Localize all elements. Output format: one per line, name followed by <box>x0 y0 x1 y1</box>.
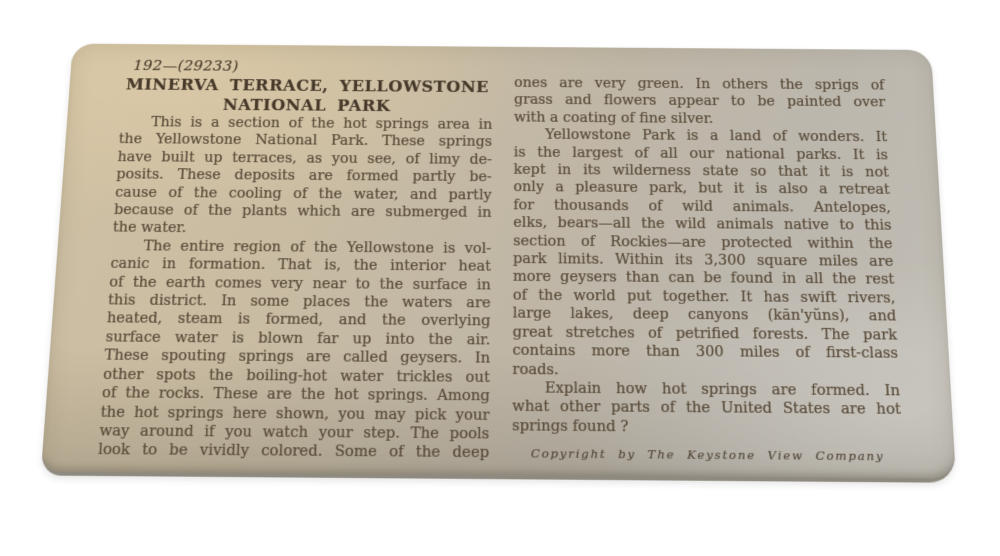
right-column-text <box>512 75 902 439</box>
paragraph <box>514 75 887 130</box>
text-line: this district. In some places the waters are <box>107 292 491 312</box>
text-line: have built up terraces, as you see, of limy de- <box>117 149 492 168</box>
text-line: Yellowstone Park is a land of wonders. It <box>545 127 888 146</box>
paragraph <box>112 114 492 240</box>
text-line: surface water is blown far up into the air. <box>105 329 491 349</box>
text-line: The entire region of the Yellowstone is vol- <box>142 238 492 257</box>
text-line: springs found ? <box>511 417 629 436</box>
text-line: park limits. Within its 3,300 square miles are <box>512 251 894 270</box>
text-line: the Yellowstone National Park. These springs <box>118 132 493 151</box>
text-line: other spots the boiling-hot water trickles out <box>102 366 490 386</box>
card-title-line1: MINERVA TERRACE, YELLOWSTONE <box>125 75 490 96</box>
text-line: kept in its wilderness state so that it is not <box>513 162 890 181</box>
paragraph <box>97 237 491 463</box>
text-line: roads. <box>512 361 559 378</box>
text-line: way around if you watch your step. The pools <box>98 422 490 443</box>
text-line: canic in formation. That is, the interior heat <box>109 256 491 275</box>
text-line: elks, bears—all the wild animals native to this <box>513 215 892 234</box>
right-column <box>512 60 904 467</box>
text-line: section of Rockies—are protected within the <box>513 233 893 252</box>
text-line: with a coating of fine silver. <box>513 109 714 127</box>
text-line: Explain how hot springs are formed. In <box>544 380 901 400</box>
paragraph <box>512 126 899 382</box>
text-line: posits. These deposits are formed partly be- <box>115 167 492 186</box>
left-column-text <box>97 114 492 463</box>
text-line: what other parts of the United States are hot <box>512 398 902 419</box>
text-line: look to be vividly colored. Some of the deep <box>97 441 490 462</box>
text-line: of the rocks. These are the hot springs. Among <box>101 385 490 405</box>
copyright-line: Copyright by The Keystone View Company <box>530 446 885 464</box>
text-line: more geysers than can be found in all the rest <box>512 269 895 289</box>
text-line: This is a section of the hot springs area in <box>150 114 493 133</box>
text-line: because of the plants which are submerged in <box>113 202 492 221</box>
text-line: contains more than 300 miles of first-class <box>512 342 899 362</box>
text-line: the hot springs here shown, you may pick your <box>100 403 490 424</box>
text-line: large lakes, deep canyons (kăn'yŭns), and <box>512 305 897 325</box>
paragraph <box>512 379 902 439</box>
text-line: of the world put together. It has swift rivers, <box>512 287 896 307</box>
text-line: grass and flowers appear to be painted over <box>513 92 886 111</box>
text-line: heated, steam is formed, and the overlying <box>106 310 491 330</box>
card-content <box>41 44 956 478</box>
stereograph-card-back <box>41 44 957 483</box>
text-line: great stretches of petrified forests. The park <box>512 324 898 344</box>
left-column <box>97 57 492 463</box>
text-line: is the largest of all our national parks. It is <box>513 144 889 163</box>
card-serial-number: 192—(29233) <box>132 56 240 75</box>
text-line: for thousands of wild animals. Antelopes, <box>513 197 891 216</box>
text-line: of the earth comes very near to the surface in <box>108 274 491 294</box>
text-line: the water. <box>112 220 187 237</box>
text-line: cause of the cooling of the water, and partly <box>114 184 492 203</box>
card-title-line2: NATIONAL PARK <box>222 95 391 115</box>
text-line: ones are very green. In others the sprigs of <box>514 75 885 94</box>
text-line: only a pleasure park, but it is also a retreat <box>513 179 891 199</box>
text-line: These spouting springs are called geysers. In <box>103 347 491 367</box>
